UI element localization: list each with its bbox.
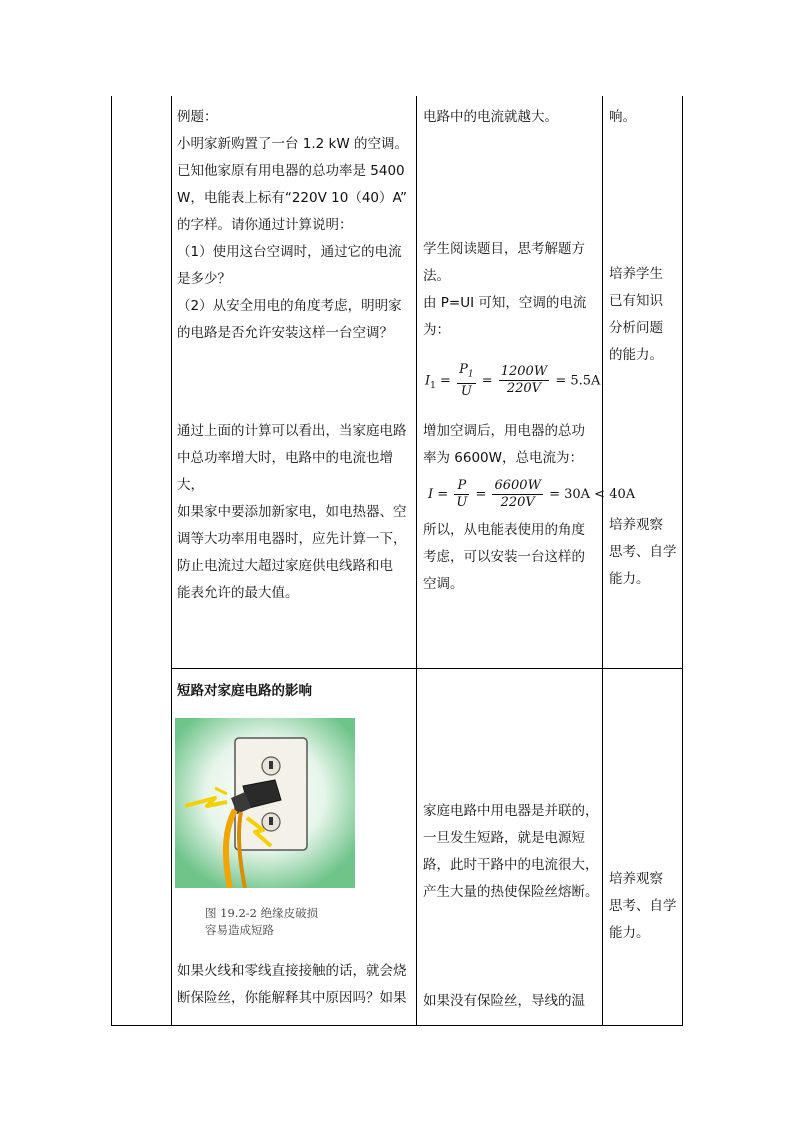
text-line: 培养学生 (609, 266, 663, 282)
student-activity-line (423, 104, 558, 131)
text-line: 家庭电路中用电器是并联的， (423, 803, 599, 819)
text-line: 的电路是否允许安装这样一台空调？ (177, 325, 393, 341)
text-line: 培养观察 (609, 871, 663, 887)
text-line: 响。 (609, 109, 636, 125)
example-problem (177, 104, 413, 347)
calculation-summary (177, 418, 413, 607)
formula-symbol: I (428, 487, 434, 502)
formula-denominator: 220V (506, 381, 542, 397)
intent-fragment (609, 104, 636, 131)
text-line: 思考、自学 (609, 544, 677, 560)
intent-knowledge (609, 261, 663, 369)
formula-subscript: 1 (430, 380, 436, 391)
text-line: 防止电流过大超过家庭供电线路和电 (177, 558, 393, 574)
text-line: 小明家新购置了一台 1.2 kW 的空调。 (177, 136, 409, 152)
column-divider-3 (602, 96, 603, 1026)
text-line: 培养观察 (609, 517, 663, 533)
formula-current-1 (425, 362, 600, 400)
text-line: 能力。 (609, 925, 650, 941)
conclusion-text (423, 517, 585, 598)
intent-observation-bottom (609, 866, 677, 947)
text-line: 法。 (423, 268, 450, 284)
text-line: 如果家中要添加新家电，如电热器、空 (177, 504, 407, 520)
text-line: 如果没有保险丝，导线的温 (423, 993, 585, 1009)
column-divider-2 (416, 96, 417, 1026)
formula-fraction (499, 364, 549, 397)
text-line: 路，此时干路中的电流很大， (423, 857, 599, 873)
text-line: 思考、自学 (609, 898, 677, 914)
row-divider (171, 668, 683, 669)
text-line: 产生大量的热使保险丝熔断。 (423, 884, 599, 900)
text-line: 由 P=UI 可知，空调的电流 (423, 295, 587, 311)
text-line: 电路中的电流就越大。 (423, 109, 558, 125)
text-line: 调等大功率用电器时，应先计算一下， (177, 531, 407, 547)
text-line: 增加空调后，用电器的总功 (423, 423, 585, 439)
formula-fraction (457, 362, 475, 400)
formula-denominator: 220V (500, 495, 535, 510)
text-line: 能表允许的最大值。 (177, 585, 299, 601)
text-line: 的能力。 (609, 347, 663, 363)
text-line: W，电能表上标有“220V 10（40）A” (177, 190, 408, 206)
text-line: 是多少？ (177, 271, 231, 287)
formula-operator: = (475, 487, 487, 502)
caption-line: 容易造成短路 (205, 923, 274, 937)
text-line: 一旦发生短路，就是电源短 (423, 830, 585, 846)
formula-numerator: 1200W (500, 364, 548, 380)
figure-caption (205, 905, 318, 939)
caption-line: 图 19.2-2 绝缘皮破损 (205, 906, 319, 920)
formula-fraction (454, 478, 469, 511)
text-line: 断保险丝，你能解释其中原因吗？如果 (177, 990, 407, 1006)
text-line: 为： (423, 322, 450, 338)
text-line: 已知他家原有用电器的总功率是 5400 (177, 163, 405, 179)
text-line: 空调。 (423, 576, 464, 592)
formula-numerator: P (454, 478, 469, 495)
text-line: 率为 6600W，总电流为： (423, 450, 583, 466)
formula-fraction (492, 478, 542, 511)
formula-result: = 5.5A (555, 373, 601, 389)
formula-operator: = (437, 487, 449, 502)
column-divider-1 (171, 96, 172, 1026)
text-line: 能力。 (609, 571, 650, 587)
short-circuit-explanation (423, 798, 599, 906)
short-circuit-illustration (175, 718, 355, 888)
formula-result: = 30A < 40A (549, 487, 636, 502)
formula-operator: = (481, 373, 493, 389)
text-line: 考虑，可以安装一台这样的 (423, 549, 585, 565)
text-line: 学生阅读题目，思考解题方 (423, 241, 585, 257)
formula-numerator: P (459, 362, 468, 377)
short-circuit-question (177, 958, 413, 1012)
formula-numerator: 6600W (494, 478, 541, 493)
text-line: 所以，从电能表使用的角度 (423, 522, 585, 538)
total-power-text (423, 418, 585, 472)
no-fuse-text (423, 988, 585, 1015)
text-line: （2）从安全用电的角度考虑，明明家 (177, 298, 402, 314)
text-line: 分析问题 (609, 320, 663, 336)
table-border-left (111, 96, 112, 1026)
text-line: （1）使用这台空调时，通过它的电流 (177, 244, 402, 260)
table-border-right (682, 96, 683, 1026)
text-line: 例题： (177, 109, 218, 125)
formula-subscript: 1 (467, 369, 474, 380)
text-line: 的字样。请你通过计算说明： (177, 217, 353, 233)
formula-denominator: U (460, 383, 472, 399)
formula-denominator: U (456, 495, 468, 510)
text-line: 如果火线和零线直接接触的话，就会烧 (177, 963, 407, 979)
text-line: 通过上面的计算可以看出，当家庭电路 (177, 423, 407, 439)
intent-observation (609, 512, 677, 593)
formula-symbol: I (425, 373, 431, 389)
formula-current-total (428, 478, 635, 511)
section-heading: 短路对家庭电路的影响 (177, 683, 312, 699)
student-reading (423, 236, 586, 344)
formula-operator: = (440, 373, 451, 389)
text-line: 已有知识 (609, 293, 663, 309)
text-line: 中总功率增大时，电路中的电流也增大， (177, 450, 393, 493)
table-border-bottom (111, 1025, 683, 1026)
